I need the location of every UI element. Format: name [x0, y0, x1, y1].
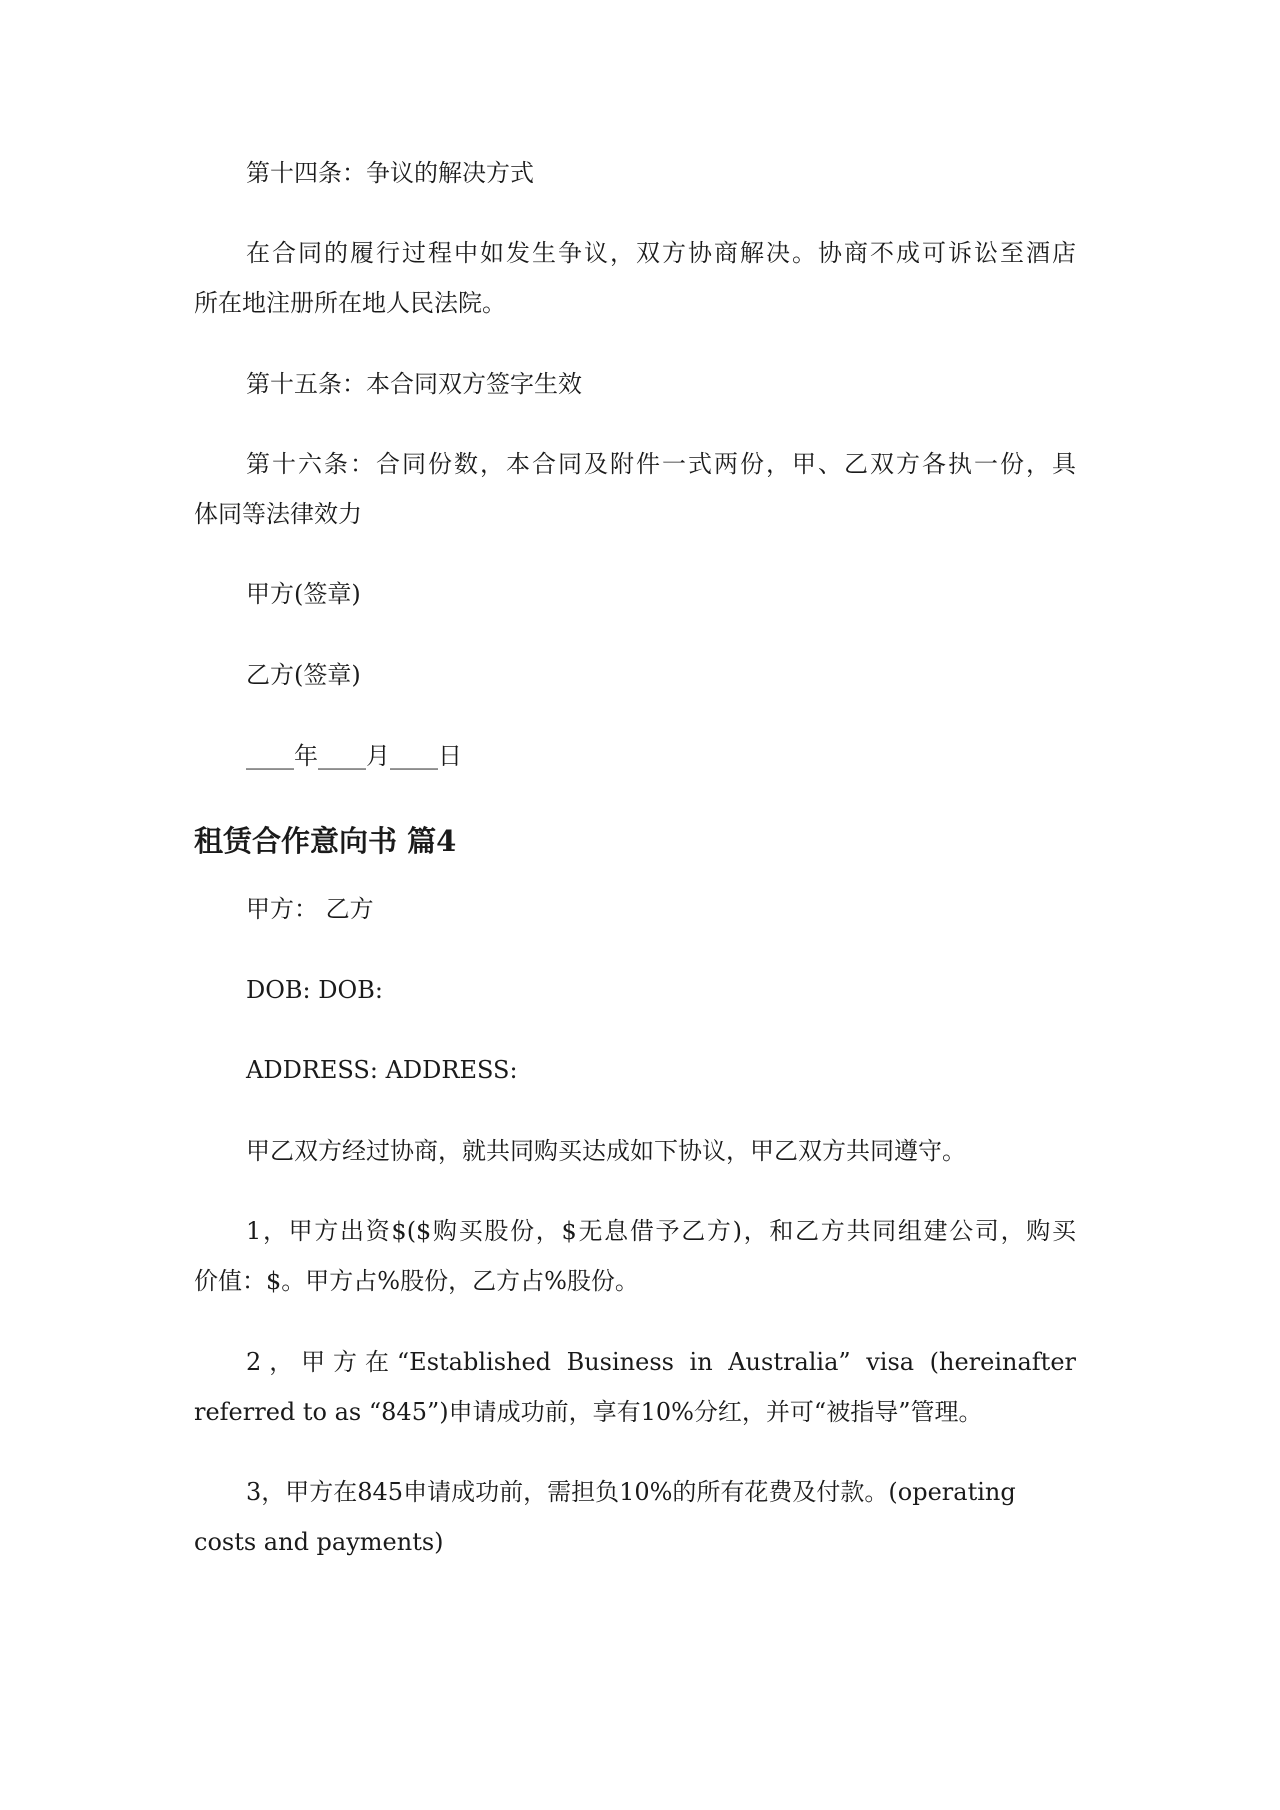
article-14-body-line2: 所在地注册所在地人民法院。 [194, 289, 506, 317]
signature-date: ____年____月____日 [246, 742, 462, 770]
parties-line: 甲方： 乙方 [246, 895, 374, 923]
article-16-line2: 体同等法律效力 [194, 500, 362, 528]
article-16-line1: 第十六条：合同份数，本合同及附件一式两份，甲、乙双方各执一份，具 [246, 450, 1076, 478]
article-14-body-line1: 在合同的履行过程中如发生争议，双方协商解决。协商不成可诉讼至酒店 [246, 239, 1076, 267]
article-14-title: 第十四条：争议的解决方式 [246, 159, 534, 187]
section-heading: 租赁合作意向书 篇4 [194, 824, 457, 858]
dob-line: DOB: DOB: [246, 976, 383, 1004]
article-15-title: 第十五条：本合同双方签字生效 [246, 370, 582, 398]
item-2-line2: referred to as “845”)申请成功前，享有10%分红，并可“被指导”管理。 [194, 1398, 983, 1426]
party-b-signature: 乙方(签章) [246, 661, 361, 689]
party-a-signature: 甲方(签章) [246, 580, 361, 608]
item-1-line2: 价值：$。甲方占%股份，乙方占%股份。 [194, 1267, 639, 1295]
item-1-line1: 1，甲方出资$($购买股份，$无息借予乙方)，和乙方共同组建公司，购买 [246, 1217, 1076, 1245]
item-2-line1: 2，甲方在“Established Business in Australia” visa (hereinafter [246, 1348, 1076, 1376]
agreement-intro: 甲乙双方经过协商，就共同购买达成如下协议，甲乙双方共同遵守。 [246, 1137, 966, 1165]
address-line: ADDRESS: ADDRESS: [246, 1056, 518, 1084]
item-3-line1: 3，甲方在845申请成功前，需担负10%的所有花费及付款。(operating [246, 1478, 1016, 1506]
item-3-line2: costs and payments) [194, 1528, 444, 1556]
